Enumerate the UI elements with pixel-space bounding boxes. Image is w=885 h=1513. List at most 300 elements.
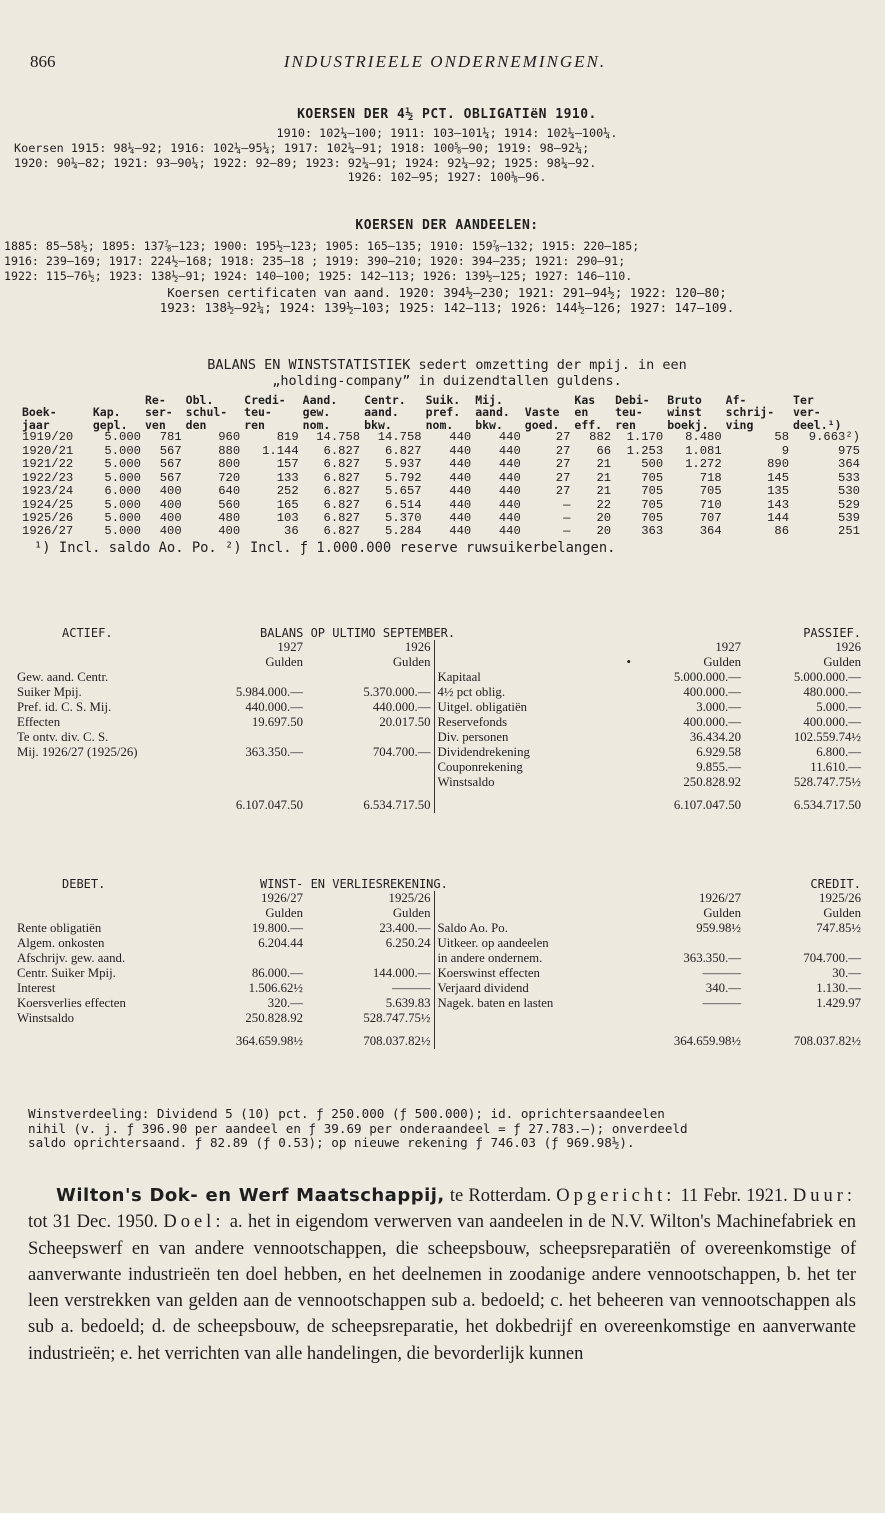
statistiek-cell: 6.000 — [104, 484, 141, 499]
balans-title: BALANS OP ULTIMO SEPTEMBER. — [260, 626, 456, 640]
winst-unit: Gulden — [703, 906, 741, 920]
winst-cell-l2: 6.250.24 — [385, 935, 431, 950]
statistiek-cell: 5.000 — [104, 443, 141, 458]
doel-label: Doel: — [163, 1212, 225, 1233]
statistiek-column-header: Aand. — [302, 392, 338, 407]
balans-cell-l2: 20.017.50 — [379, 714, 431, 729]
statistiek-column-header: Debi- — [615, 392, 650, 407]
balans-passief-head: PASSIEF. — [803, 626, 861, 640]
winst-unit: Gulden — [823, 906, 861, 920]
statistiek-cell: 1.144 — [262, 443, 299, 458]
statistiek-cell: 103 — [276, 511, 299, 526]
winst-cell-r1: 959.98½ — [696, 920, 741, 935]
statistiek-cell: 882 — [589, 430, 612, 445]
statistiek-column-header: Credi- — [244, 392, 286, 407]
balans-cell-r: Uitgel. obligatiën — [434, 700, 634, 715]
statistiek-column-header: goed. — [524, 417, 560, 432]
winst-cell-r2: 1.429.97 — [816, 995, 861, 1010]
statistiek-cell: 781 — [159, 430, 182, 445]
duur-label: Duur: — [792, 1186, 856, 1206]
statistiek-cell: 165 — [276, 497, 299, 512]
statistiek-cell: 530 — [838, 484, 860, 499]
statistiek-cell: 440 — [449, 511, 472, 526]
statistiek-cell: 1922/23 — [22, 470, 74, 485]
winst-cell-l: Koersverlies effecten — [17, 995, 126, 1010]
balans-cell-l: Mij. 1926/27 (1925/26) — [17, 744, 138, 759]
statistiek-column-header: Bruto — [667, 392, 702, 407]
statistiek-cell: 718 — [699, 470, 722, 485]
company-place: te Rotterdam. — [444, 1186, 557, 1206]
balans-cell-l1 — [210, 730, 306, 745]
statistiek-column-header: ven — [144, 417, 166, 432]
balans-year: 1927 — [277, 640, 303, 655]
statistiek-cell: 440 — [498, 457, 521, 472]
statistiek-cell: 20 — [596, 511, 612, 526]
balans-cell-r2: 11.610.— — [810, 759, 861, 774]
aandeelen-title: KOERSEN DER AANDEELEN: — [355, 218, 539, 233]
statistiek-column-header: winst — [667, 405, 702, 420]
statistiek-cell: 560 — [218, 497, 241, 512]
statistiek-cell: 22 — [596, 497, 612, 512]
statistiek-cell: 480 — [218, 511, 241, 526]
statistiek-column-header: teu- — [615, 405, 643, 420]
statistiek-column-header: ren — [244, 417, 265, 432]
winst-cell-r: in andere ondernem. — [434, 951, 654, 966]
balans-cell-l: Effecten — [17, 714, 61, 729]
winst-credit-head: CREDIT. — [810, 877, 861, 891]
winst-row — [14, 951, 864, 966]
statistiek-cell: 9 — [781, 443, 790, 458]
statistiek-column-header: Kas — [574, 392, 596, 407]
statistiek-row — [20, 512, 862, 525]
statistiek-column-header: Ter — [793, 392, 814, 407]
statistiek-cell: 440 — [449, 484, 472, 499]
statistiek-row — [20, 472, 862, 485]
statistiek-column-header: nom. — [425, 417, 454, 432]
winst-cell-l2: 23.400.— — [379, 920, 431, 935]
balans-row — [14, 715, 864, 730]
winst-cell-r1: 340.— — [705, 980, 741, 995]
statistiek-cell: 440 — [449, 470, 472, 485]
statistiek-row — [20, 499, 862, 512]
balans-cell-r1: 400.000.— — [683, 684, 741, 699]
aandeelen-section — [4, 218, 860, 316]
winst-cell-l2 — [306, 951, 434, 966]
statistiek-cell: 440 — [498, 484, 521, 499]
statistiek-cell: 400 — [218, 524, 241, 539]
statistiek-column-header: gew. — [302, 405, 331, 420]
statistiek-cell: 5.000 — [104, 430, 141, 445]
balans-cell-r1: 5.000.000.— — [673, 669, 741, 684]
winst-cell-r1: ——— — [702, 995, 741, 1010]
winst-cell-l1: 320.— — [267, 995, 303, 1010]
balans-unit: Gulden — [703, 655, 741, 669]
balans-cell-r: Reservefonds — [434, 715, 634, 730]
statistiek-cell: — — [563, 511, 571, 526]
balans-section — [14, 626, 864, 813]
statistiek-cell: 880 — [218, 443, 241, 458]
statistiek-column-header: Re- — [144, 392, 166, 407]
statistiek-cell: 14.758 — [316, 430, 361, 445]
winstverdeeling — [28, 1107, 868, 1151]
statistiek-cell: 21 — [596, 470, 612, 485]
statistiek-cell: 720 — [218, 470, 241, 485]
winst-cell-r1 — [654, 936, 744, 951]
statistiek-cell: 36 — [284, 524, 299, 539]
statistiek-cell: 1921/22 — [22, 457, 74, 472]
winst-row — [14, 996, 864, 1011]
statistiek-column-header: Vaste — [524, 405, 560, 420]
balans-cell-r: Dividendrekening — [434, 745, 634, 760]
statistiek-cell: 9.663²) — [808, 430, 860, 445]
winst-table — [14, 877, 864, 1049]
winst-cell-l1: 86.000.— — [251, 965, 303, 980]
statistiek-column-header: ving — [725, 417, 754, 432]
winstverdeeling-line: Winstverdeeling: Dividend 5 (10) pct. ƒ 250.000 (ƒ 500.000); id. oprichtersaandeelen — [28, 1106, 665, 1121]
balans-cell-r1: 36.434.20 — [689, 729, 741, 744]
balans-year: 1926 — [404, 640, 431, 655]
statistiek-column-header: jaar — [22, 417, 50, 432]
balans-cell-r2: 5.000.000.— — [793, 669, 861, 684]
winst-debet-head: DEBET. — [62, 877, 106, 891]
statistiek-column-header: Boek- — [22, 405, 57, 420]
winst-section — [14, 877, 864, 1049]
balans-cell-l2: 440.000.— — [372, 699, 431, 714]
balans-total-passief-prev: 6.534.717.50 — [793, 797, 861, 812]
obligatien-line: 1910: 102¼—100; 1911: 103—101¼; 1914: 102¼—100¼. — [276, 126, 618, 141]
statistiek-cell: 705 — [641, 511, 664, 526]
balans-cell-l1: 19.697.50 — [251, 714, 303, 729]
statistiek-cell: 144 — [767, 511, 790, 526]
statistiek-cell: 975 — [838, 443, 860, 458]
statistiek-cell: 710 — [699, 497, 722, 512]
statistiek-column-header: Af- — [725, 392, 747, 407]
winst-cell-r: Uitkeer. op aandeelen — [434, 936, 654, 951]
certificaten-line: Koersen certificaten van aand. 1920: 394½—230; 1921: 291—94½; 1922: 120—80; — [167, 285, 727, 301]
statistiek-cell: 6.827 — [385, 443, 422, 458]
aandeelen-line: 1885: 85—58½; 1895: 137⅞—123; 1900: 195½—123; 1905: 165—135; 1910: 159⅞—132; 1915: 220—185; — [4, 239, 640, 254]
statistiek-cell: 440 — [498, 443, 521, 458]
statistiek-cell: 5.000 — [104, 524, 141, 539]
statistiek-cell: 6.827 — [323, 470, 361, 485]
wilton-entry — [28, 1183, 856, 1367]
balans-cell-r: Div. personen — [434, 730, 634, 745]
winst-cell-l: Winstsaldo — [17, 1010, 75, 1025]
balans-year: 1927 — [715, 640, 741, 655]
balans-actief-head: ACTIEF. — [62, 626, 113, 640]
company-name: Wilton's Dok- en Werf Maatschappij, — [56, 1185, 445, 1206]
winst-total-credit: 364.659.98½ — [673, 1033, 741, 1048]
balans-year: 1926 — [835, 640, 861, 655]
winst-cell-l: Afschrijv. gew. aand. — [17, 950, 126, 965]
balans-cell-l2: 704.700.— — [372, 744, 431, 759]
balans-cell-r: Winstsaldo — [434, 775, 634, 790]
opgericht-value: 11 Febr. 1921. — [675, 1186, 793, 1206]
statistiek-cell: 1925/26 — [22, 511, 74, 526]
statistiek-cell: — — [563, 497, 571, 512]
statistiek-cell: 6.827 — [323, 497, 361, 512]
winst-cell-r: Saldo Ao. Po. — [434, 921, 654, 936]
statistiek-row — [20, 525, 862, 538]
statistiek-cell: 6.514 — [385, 497, 422, 512]
winst-cell-l2: 144.000.— — [372, 965, 431, 980]
balans-cell-r2: 102.559.74½ — [793, 729, 861, 744]
winst-cell-r2 — [744, 936, 864, 951]
statistiek-column-header: den — [185, 417, 207, 432]
balans-cell-l: Suiker Mpij. — [17, 684, 82, 699]
statistiek-cell: 1926/27 — [22, 524, 74, 539]
winst-cell-l2: ——— — [392, 980, 431, 995]
winst-total-debet: 364.659.98½ — [235, 1033, 303, 1048]
balans-cell-r1: 250.828.92 — [683, 774, 741, 789]
statistiek-row — [20, 431, 862, 444]
balans-row — [14, 730, 864, 745]
statistiek-cell: 143 — [767, 497, 790, 512]
statistiek-column-header: teu- — [244, 405, 272, 420]
statistiek-cell: 400 — [159, 484, 182, 499]
balans-row — [14, 775, 864, 790]
balans-table — [14, 626, 864, 813]
statistiek-cell: 440 — [449, 430, 472, 445]
statistiek-cell: 157 — [276, 457, 299, 472]
statistiek-cell: 6.827 — [323, 524, 361, 539]
statistiek-cell: 1.253 — [626, 443, 664, 458]
statistiek-cell: 27 — [555, 430, 571, 445]
statistiek-column-header: deel.¹) — [793, 417, 842, 432]
statistiek-cell: 500 — [641, 457, 664, 472]
statistiek-cell: 14.758 — [377, 430, 422, 445]
statistiek-cell: 5.000 — [104, 511, 141, 526]
statistiek-cell: 5.937 — [385, 457, 422, 472]
statistiek-cell: 440 — [498, 470, 521, 485]
winst-cell-r: Verjaard dividend — [434, 981, 654, 996]
statistiek-cell: 27 — [555, 457, 571, 472]
winstverdeeling-line: saldo oprichtersaand. ƒ 82.89 (ƒ 0.53); op nieuwe rekening ƒ 746.03 (ƒ 969.98½). — [28, 1135, 635, 1151]
winst-cell-r: Nagek. baten en lasten — [434, 996, 654, 1011]
statistiek-cell: 86 — [774, 524, 790, 539]
winst-cell-r: Koerswinst effecten — [434, 966, 654, 981]
winst-cell-r2: 704.700.— — [803, 950, 861, 965]
statistiek-cell: 5.657 — [385, 484, 422, 499]
statistiek-cell: 890 — [767, 457, 790, 472]
statistiek-cell: 705 — [641, 497, 664, 512]
statistiek-cell: 6.827 — [323, 457, 361, 472]
statistiek-cell: 364 — [838, 457, 860, 472]
statistiek-cell: 27 — [555, 484, 571, 499]
statistiek-column-header: Centr. — [364, 392, 406, 407]
winst-total-debet-prev: 708.037.82½ — [363, 1033, 431, 1048]
statistiek-cell: 27 — [555, 470, 571, 485]
aandeelen-line: 1916: 239—169; 1917: 224½—168; 1918: 235—18 ; 1919: 390—210; 1920: 394—235; 1921: 290—91; — [4, 253, 626, 268]
statistiek-column-header: ren — [615, 417, 636, 432]
statistiek-column-header: schrij- — [725, 405, 775, 420]
balans-cell-r2: 528.747.75½ — [793, 774, 861, 789]
statistiek-cell: 5.000 — [104, 470, 141, 485]
obligatien-section — [14, 107, 860, 185]
statistiek-column-header: schul- — [185, 405, 228, 420]
winst-year: 1925/26 — [819, 891, 861, 906]
statistiek-cell: 6.827 — [323, 484, 361, 499]
balans-cell-r1: 400.000.— — [683, 714, 741, 729]
statistiek-cell: 20 — [596, 524, 612, 539]
statistiek-cell: 400 — [159, 511, 182, 526]
statistiek-column-header: boekj. — [667, 417, 709, 432]
balans-cell-l — [14, 760, 210, 775]
balans-cell-l2 — [306, 775, 434, 790]
statistiek-cell: 5.000 — [104, 457, 141, 472]
obligatien-title: KOERSEN DER 4½ PCT. OBLIGATIëN 1910. — [297, 107, 597, 122]
statistiek-cell: 567 — [159, 443, 182, 458]
statistiek-title: BALANS EN WINSTSTATISTIEK sedert omzetting der mpij. in een — [207, 357, 687, 373]
balans-cell-l2 — [306, 670, 434, 685]
statistiek-cell: — — [563, 524, 571, 539]
balans-cell-l: Pref. id. C. S. Mij. — [17, 699, 112, 714]
winst-title: WINST- EN VERLIESREKENING. — [260, 877, 448, 891]
statistiek-cell: 400 — [159, 524, 182, 539]
statistiek-cell: 640 — [218, 484, 241, 499]
statistiek-cell: 707 — [699, 511, 722, 526]
balans-cell-r2: 480.000.— — [803, 684, 861, 699]
balans-row — [14, 670, 864, 685]
winst-cell-l2: 528.747.75½ — [363, 1010, 431, 1025]
winst-cell-r1: ——— — [702, 965, 741, 980]
balans-cell-l1 — [210, 670, 306, 685]
balans-cell-r: Couponrekening — [434, 760, 634, 775]
statistiek-column-header: bkw. — [364, 417, 392, 432]
statistiek-cell: 27 — [555, 443, 571, 458]
balans-cell-l2 — [306, 730, 434, 745]
statistiek-cell: 440 — [449, 443, 472, 458]
statistiek-cell: 5.370 — [385, 511, 422, 526]
winst-cell-r2 — [744, 1011, 864, 1026]
balans-cell-l2: 5.370.000.— — [363, 684, 431, 699]
statistiek-cell: 66 — [596, 443, 612, 458]
balans-cell-r1: 3.000.— — [696, 699, 741, 714]
obligatien-line: 1920: 90¼—82; 1921: 93—90¼; 1922: 92—89; 1923: 92¼—91; 1924: 92¼—92; 1925: 98¼—92. — [14, 155, 597, 170]
statistiek-cell: 133 — [276, 470, 299, 485]
winst-cell-l2: 5.639.83 — [385, 995, 431, 1010]
balans-unit: Gulden — [265, 655, 303, 669]
statistiek-cell: 6.827 — [323, 443, 361, 458]
statistiek-column-header: aand. — [475, 405, 510, 420]
winst-cell-l1: 19.800.— — [251, 920, 303, 935]
balans-cell-r1: 9.855.— — [696, 759, 741, 774]
winst-cell-l: Centr. Suiker Mpij. — [17, 965, 116, 980]
statistiek-row — [20, 445, 862, 458]
statistiek-cell: 5.284 — [385, 524, 422, 539]
winst-cell-l1: 1.506.62½ — [248, 980, 303, 995]
balans-cell-r2: 5.000.— — [816, 699, 861, 714]
winst-row — [14, 936, 864, 951]
statistiek-cell: 800 — [218, 457, 241, 472]
statistiek-footnote: ¹) Incl. saldo Ao. Po. ²) Incl. ƒ 1.000.000 reserve ruwsuikerbelangen. — [34, 539, 616, 556]
winst-total-credit-prev: 708.037.82½ — [793, 1033, 861, 1048]
statistiek-cell: 440 — [449, 497, 472, 512]
duur-value: tot 31 Dec. 1950. — [28, 1212, 164, 1233]
balans-total-actief-prev: 6.534.717.50 — [363, 797, 431, 812]
statistiek-cell: 5.000 — [104, 497, 141, 512]
winst-cell-l1: 250.828.92 — [245, 1010, 303, 1025]
winst-cell-l1: 6.204.44 — [258, 935, 303, 950]
winst-cell-l: Rente obligatiën — [17, 920, 102, 935]
statistiek-table — [20, 394, 862, 539]
statistiek-cell: 705 — [641, 470, 664, 485]
statistiek-cell: 960 — [218, 430, 241, 445]
winst-year: 1926/27 — [261, 891, 303, 906]
statistiek-cell: 539 — [838, 511, 860, 526]
statistiek-cell: 1.272 — [685, 457, 722, 472]
winst-year: 1926/27 — [699, 891, 741, 906]
balans-cell-l1 — [210, 775, 306, 790]
balans-total-actief: 6.107.047.50 — [235, 797, 303, 812]
statistiek-column-header: ser- — [144, 405, 173, 420]
statistiek-cell: 567 — [159, 470, 182, 485]
winst-row — [14, 966, 864, 981]
statistiek-cell: 1923/24 — [22, 484, 74, 499]
balans-cell-r: Kapitaal — [434, 670, 634, 685]
statistiek-cell: 440 — [449, 524, 472, 539]
statistiek-cell: 21 — [596, 484, 612, 499]
statistiek-cell: 705 — [699, 484, 722, 499]
statistiek-cell: 567 — [159, 457, 182, 472]
doel-text: a. het in eigendom verwerven van aandeelen in de N.V. Wilton's Machinefabriek en Scheepswerf en van andere vennootschappen, die scheepsbouw, scheepsreparatiën of overeenkomstige of aanverwante industrieën ten doel hebben, en het deelnemen in zoodanige andere vennootschappen, b. het ter leen verstrekken van gelden aan de vennootschappen sub a. bedoeld; c. het beheeren van vennootschappen als sub a. bedoeld; d. de scheepsbouw, de scheepsreparatie, het dokbedrijf en overeenkomstige en aanverwante industrieën; e. het verrichten van alle handelingen, die bevorderlijk kunnen — [28, 1212, 856, 1364]
statistiek-column-header: ver- — [793, 405, 821, 420]
balans-cell-r2: 400.000.— — [803, 714, 861, 729]
statistiek-cell: 5.792 — [385, 470, 422, 485]
winst-row — [14, 921, 864, 936]
statistiek-cell: 819 — [276, 430, 299, 445]
balans-cell-l: Te ontv. div. C. S. — [17, 729, 109, 744]
statistiek-column-header: en — [574, 405, 589, 420]
statistiek-cell: 440 — [449, 457, 472, 472]
statistiek-column-header: Kap. — [92, 405, 121, 420]
statistiek-cell: 6.827 — [323, 511, 361, 526]
statistiek-column-header: Mij. — [475, 392, 503, 407]
statistiek-cell: 135 — [767, 484, 790, 499]
statistiek-column-header: nom. — [302, 417, 331, 432]
winst-row — [14, 1011, 864, 1026]
statistiek-cell: 58 — [774, 430, 790, 445]
balans-row — [14, 685, 864, 700]
statistiek-cell: 1.081 — [685, 443, 722, 458]
page-number: 866 — [30, 52, 56, 71]
statistiek-cell: 440 — [498, 524, 521, 539]
balans-cell-r2: 6.800.— — [816, 744, 861, 759]
balans-cell-l1: 440.000.— — [245, 699, 303, 714]
balans-cell-l: Gew. aand. Centr. — [17, 669, 109, 684]
balans-cell-l2 — [306, 760, 434, 775]
statistiek-cell: 1920/21 — [22, 443, 74, 458]
balans-unit: Gulden — [392, 655, 431, 669]
balans-bullet: • — [434, 655, 634, 670]
statistiek-column-header: Suik. — [425, 392, 461, 407]
winst-cell-r2: 747.85½ — [816, 920, 861, 935]
statistiek-row — [20, 485, 862, 498]
winst-unit: Gulden — [392, 906, 431, 920]
statistiek-cell: 440 — [498, 511, 521, 526]
running-title: INDUSTRIEELE ONDERNEMINGEN. — [283, 52, 607, 71]
statistiek-column-header: bkw. — [475, 417, 503, 432]
statistiek-cell: 529 — [838, 497, 860, 512]
statistiek-row — [20, 458, 862, 471]
winst-cell-r1 — [654, 1011, 744, 1026]
statistiek-column-header: aand. — [364, 405, 399, 420]
statistiek-cell: 1.170 — [626, 430, 664, 445]
aandeelen-line: 1922: 115—76½; 1923: 138½—91; 1924: 140—100; 1925: 142—113; 1926: 139½—125; 1927: 146—110. — [4, 268, 633, 283]
statistiek-cell: 705 — [641, 484, 664, 499]
balans-cell-l1: 363.350.— — [245, 744, 303, 759]
winst-unit: Gulden — [265, 906, 303, 920]
